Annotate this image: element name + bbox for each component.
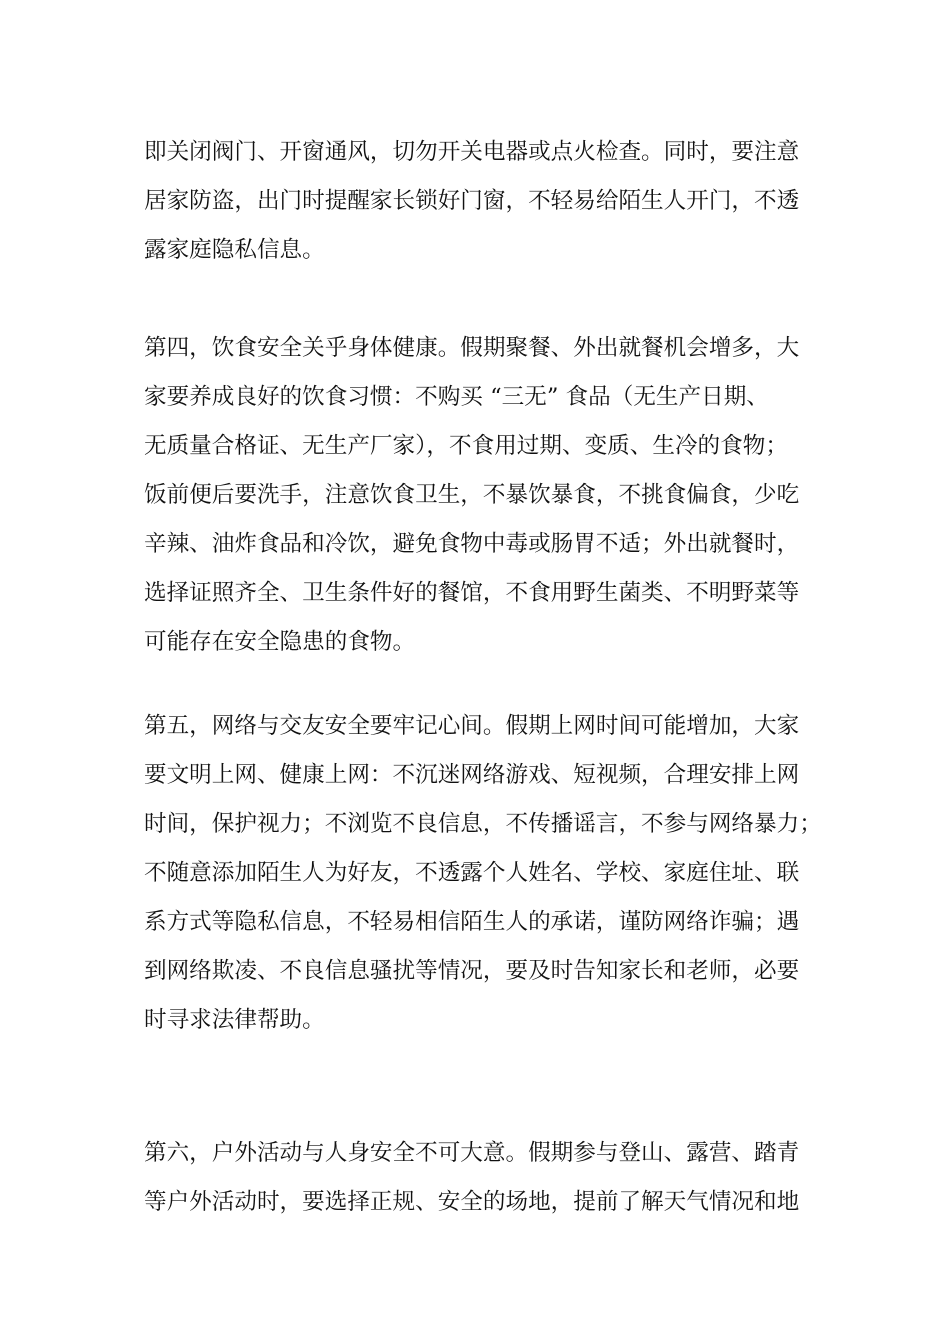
text-line: 居家防盗，出门时提醒家长锁好门窗，不轻易给陌生人开门，不透 <box>144 188 800 214</box>
text-line: 选择证照齐全、卫生条件好的餐馆，不食用野生菌类、不明野菜等 <box>144 580 800 606</box>
text-line: 不随意添加陌生人为好友，不透露个人姓名、学校、家庭住址、联 <box>144 860 800 886</box>
text-line: 要文明上网、健康上网：不沉迷网络游戏、短视频，合理安排上网 <box>144 762 800 788</box>
text-line: 饭前便后要洗手，注意饮食卫生，不暴饮暴食，不挑食偏食，少吃 <box>144 482 800 508</box>
paragraph-food-safety <box>144 324 824 667</box>
text-line: 第五，网络与交友安全要牢记心间。假期上网时间可能增加，大家 <box>144 713 800 739</box>
text-line: 到网络欺凌、不良信息骚扰等情况，要及时告知家长和老师，必要 <box>144 958 800 984</box>
text-line: 第四，饮食安全关乎身体健康。假期聚餐、外出就餐机会增多，大 <box>144 335 800 361</box>
paragraph-outdoor-safety <box>144 1129 824 1227</box>
text-line: 等户外活动时，要选择正规、安全的场地，提前了解天气情况和地 <box>144 1189 800 1215</box>
text-line: 家要养成良好的饮食习惯：不购买 “三无” 食品（无生产日期、 <box>144 384 769 410</box>
paragraph-internet-safety <box>144 702 824 1045</box>
text-line: 可能存在安全隐患的食物。 <box>144 629 416 655</box>
text-line: 时寻求法律帮助。 <box>144 1007 325 1033</box>
text-line: 无质量合格证、无生产厂家），不食用过期、变质、生冷的食物； <box>144 433 788 459</box>
text-line: 辛辣、油炸食品和冷饮，避免食物中毒或肠胃不适；外出就餐时， <box>144 531 800 557</box>
text-line: 系方式等隐私信息，不轻易相信陌生人的承诺，谨防网络诈骗；遇 <box>144 909 800 935</box>
text-line: 露家庭隐私信息。 <box>144 237 325 263</box>
paragraph-home-safety-continued <box>144 128 824 275</box>
text-line: 第六，户外活动与人身安全不可大意。假期参与登山、露营、踏青 <box>144 1140 800 1166</box>
text-line: 即关闭阀门、开窗通风，切勿开关电器或点火检查。同时，要注意 <box>144 139 800 165</box>
text-line: 时间，保护视力；不浏览不良信息，不传播谣言，不参与网络暴力； <box>144 811 822 837</box>
